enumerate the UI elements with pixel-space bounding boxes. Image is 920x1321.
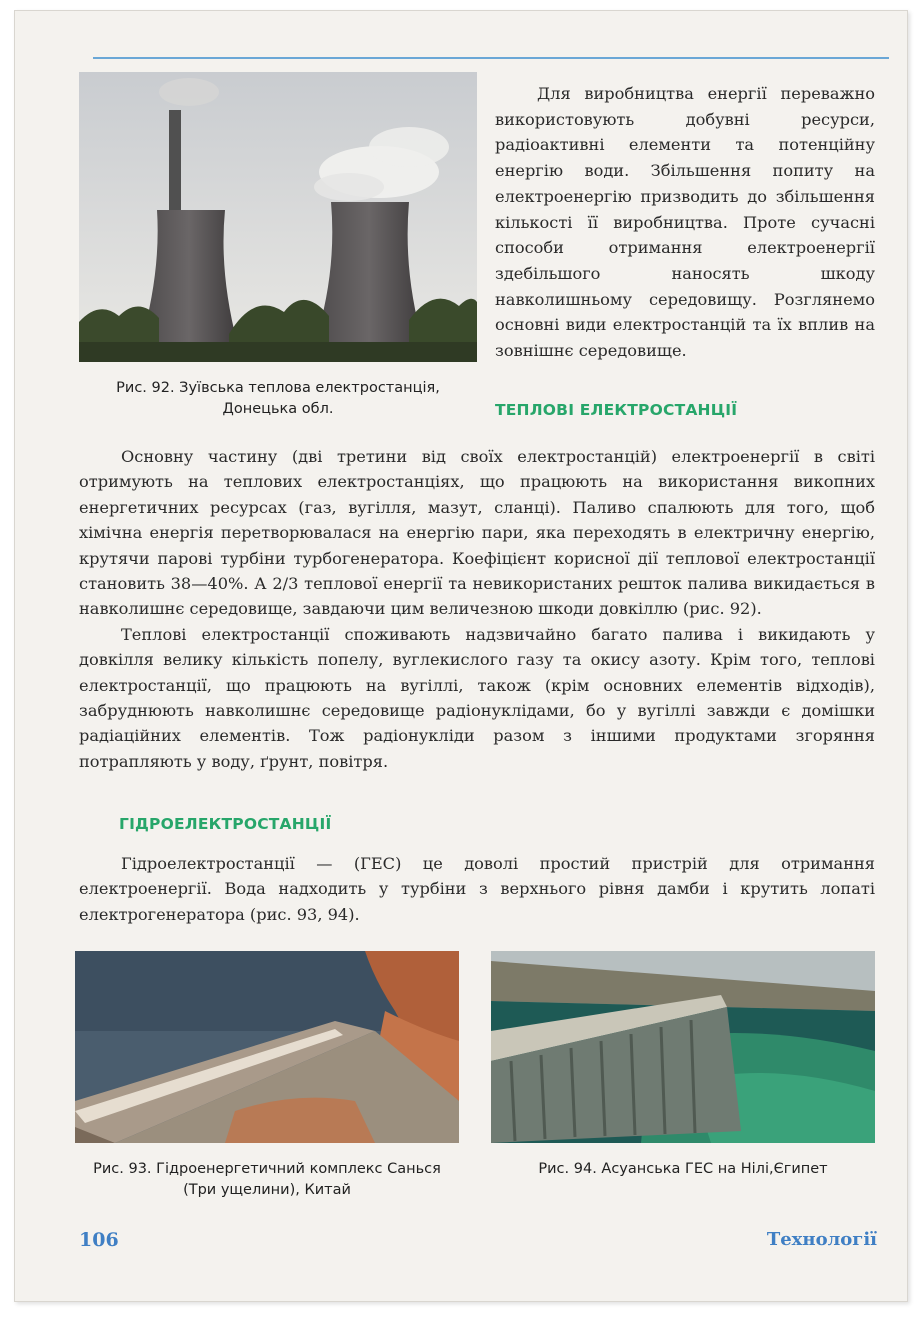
figure-94-caption: Рис. 94. Асуанська ГЕС на Нілі,Єгипет bbox=[538, 1161, 828, 1177]
hydro-section-body bbox=[79, 851, 875, 927]
thermal-plant-photo bbox=[79, 72, 477, 362]
top-divider bbox=[93, 57, 889, 59]
hydro-paragraph-1: Гідроелектростанції — (ГЕС) це доволі простий пристрій для отримання електроенергії. Вода надходить у турбіни з верхнього рівня дамби і крутить лопаті електрогенератора (рис. 93, 94). bbox=[79, 854, 875, 924]
thermal-section-body bbox=[79, 444, 875, 774]
figure-93-caption: Рис. 93. Гідроенергетичний комплекс Санься (Три ущелини), Китай bbox=[93, 1161, 441, 1198]
thermal-paragraph-1: Основну частину (дві третини від своїх електростанцій) електроенергії в світі отримують на теплових електростанціях, що працюють на використання викопних енергетичних ресурсах (газ, вугілля, мазут, сланці). Паливо спалюють для того, щоб хімічна енергія перетворювалася на енергію пари, яка переходять в електричну енергію, крутячи парові турбіни турбогенератора. Коефіцієнт корисної дії теплової електростанції становить 38—40%. А 2/3 теплової енергії та невикористаних решток палива викидається в навколишнє середовище, завдаючи цим величезною шкоди довкіллю (рис. 92). bbox=[79, 447, 875, 619]
aswan-dam-photo bbox=[491, 951, 875, 1143]
page-number: 106 bbox=[79, 1229, 119, 1251]
intro-paragraph: Для виробництва енергії переважно використовують добувні ресурси, радіоактивні елементи та потенційну енергію води. Збільшення попиту на електроенергію призводить до збільшення кількості її виробництва. Проте сучасні способи отримання електроенергії здебільшого наносять шкоду навколишньому середовищу. Розглянемо основні види електростанцій та їх вплив на зовнішнє середовище. bbox=[495, 84, 875, 361]
textbook-page bbox=[14, 10, 908, 1302]
three-gorges-dam-photo bbox=[75, 951, 459, 1143]
figure-92-caption: Рис. 92. Зуївська теплова електростанція, Донецька обл. bbox=[116, 380, 440, 417]
thermal-paragraph-2: Теплові електростанції споживають надзвичайно багато палива і викидають у довкілля велику кількість попелу, вуглекислого газу та окису азоту. Крім того, теплові електростанції, що працюють на вугіллі, також (крім основних елементів відходів), забруднюють навколишнє середовище радіонуклідами, бо у вугіллі завжди є домішки радіаційних елементів. Тож радіонукліди разом з іншими продуктами згоряння потрапляють у воду, ґрунт, повітря. bbox=[79, 624, 875, 771]
thermal-section-heading: ТЕПЛОВІ ЕЛЕКТРОСТАНЦІЇ bbox=[495, 401, 738, 419]
book-title: Технології bbox=[766, 1229, 877, 1250]
hydro-section-heading: ГІДРОЕЛЕКТРОСТАНЦІЇ bbox=[119, 815, 332, 833]
